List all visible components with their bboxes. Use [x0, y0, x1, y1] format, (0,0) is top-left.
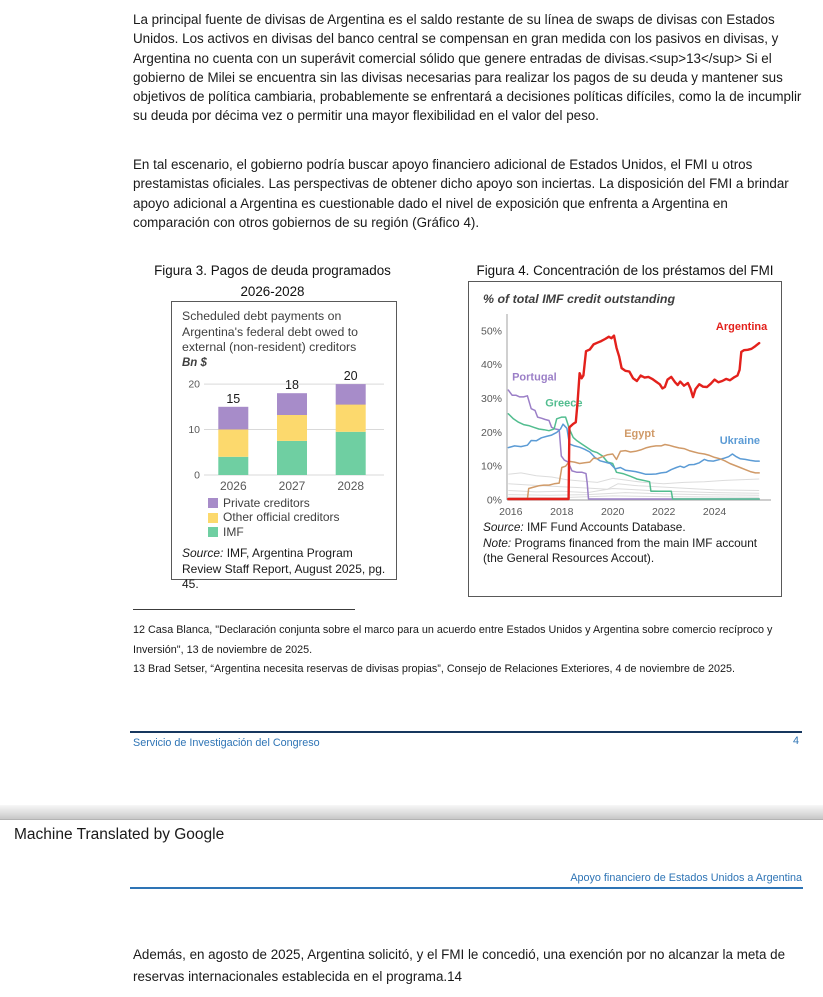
legend-swatch: [208, 513, 218, 523]
figure4-caption: Figura 4. Concentración de los préstamos del FMI: [476, 263, 774, 278]
legend-item: [208, 510, 396, 525]
page-number: 4: [792, 735, 799, 747]
paragraph-exencion: Además, en agosto de 2025, Argentina solicitó, y el FMI le concedió, una exención por no alcanzar la meta de reservas internacionales establecida en el programa.14: [133, 947, 786, 984]
figure4-note-label: Note:: [483, 535, 512, 550]
footnote-12: 12 Casa Blanca, "Declaración conjunta sobre el marco para un acuerdo entre Estados Unidos y Argentina sobre comercio recíproco y Inversión", 13 de noviembre de 2025.: [133, 624, 773, 656]
legend-item: [208, 496, 396, 511]
imf-credit-line-chart: [473, 306, 775, 520]
x-axis-tick: 2020: [601, 506, 625, 518]
figure4-inner-title: % of total IMF credit outstanding: [483, 292, 676, 306]
bar-segment: [277, 415, 307, 441]
y-axis-tick: 20%: [480, 426, 502, 439]
figure4-note-text1: Programs financed from the main IMF account: [514, 535, 758, 550]
x-axis-tick: 2026: [219, 478, 247, 493]
x-axis-tick: 2024: [702, 506, 727, 518]
x-axis-tick: 2016: [499, 506, 523, 518]
y-axis-tick: 40%: [480, 359, 502, 372]
figure3-legend: [208, 496, 396, 540]
y-axis-tick: 50%: [480, 325, 502, 338]
figure3-caption-line2: 2026-2028: [240, 284, 305, 299]
figure3-source-label: Source:: [182, 546, 224, 561]
bar-segment: [277, 393, 307, 415]
figure4-source-label: Source:: [483, 520, 524, 534]
machine-translated-label: Machine Translated by Google: [14, 826, 225, 843]
figure4-source-note: [483, 520, 771, 567]
legend-label: Other official creditors: [223, 510, 340, 525]
paragraph-escenario: En tal escenario, el gobierno podría buscar apoyo financiero adicional de Estados Unidos, el FMI u otros prestamistas oficiales. Las perspectivas de obtener dicho apoyo son inciertas. La disposición del FMI a brindar apoyo adicional a Argentina es cuestionable dado el nivel de exposición que enfrenta a Argentina en comparación con otros gobiernos de su región (Gráfico 4).: [133, 157, 789, 230]
legend-label: Private creditors: [223, 495, 310, 510]
legend-label: IMF: [223, 524, 244, 539]
footnote-13: 13 Brad Setser, “Argentina necesita reservas de divisas propias”, Consejo de Relaciones Exteriores, 4 de noviembre de 2025.: [133, 663, 735, 675]
bar-segment: [336, 432, 366, 475]
x-axis-tick: 2028: [337, 478, 365, 493]
bar-segment: [336, 384, 366, 405]
footer-rule: [130, 731, 802, 733]
figure3-source-text: IMF, Argentina Program Review Staff Report, August 2025, pg. 45.: [182, 546, 386, 592]
ukraine-label: Ukraine: [719, 434, 761, 447]
bar-segment: [336, 404, 366, 431]
page2-header-rule: [130, 887, 803, 889]
y-axis-tick: 10%: [480, 460, 502, 473]
legend-swatch: [208, 498, 218, 508]
y-axis-tick: 0: [194, 469, 200, 482]
argentina-line: [508, 336, 759, 499]
figure3-inner-title: Scheduled debt payments on Argentina's federal debt owed to external (non-resident) creditors: [182, 309, 358, 355]
debt-payments-bar-chart: [182, 369, 386, 495]
y-axis-tick: 30%: [480, 393, 502, 405]
page2-running-header: Apoyo financiero de Estados Unidos a Argentina: [570, 872, 802, 884]
bar-segment: [218, 407, 248, 430]
y-axis-tick: 20: [188, 378, 200, 391]
other-country-line: [508, 496, 759, 498]
figure4-note-line1: [483, 536, 771, 552]
greece-label: Greece: [545, 397, 583, 410]
page-separator-band: [0, 805, 823, 820]
figure4-note-line2: (the General Resources Accout).: [483, 551, 655, 565]
y-axis-tick: 10: [188, 423, 200, 436]
figure4-source-line: [483, 520, 771, 536]
x-axis-tick: 2027: [278, 478, 306, 493]
portugal-label: Portugal: [512, 371, 557, 384]
footer-organization: Servicio de Investigación del Congreso: [133, 737, 320, 749]
bar-total-label: 18: [285, 377, 299, 392]
footnote-separator: [133, 609, 355, 610]
figure4-source-text: IMF Fund Accounts Database.: [526, 520, 686, 534]
figure3-debt-payments-chart: [171, 301, 397, 592]
figure3-caption: [140, 260, 405, 302]
legend-swatch: [208, 527, 218, 537]
bar-total-label: 20: [343, 368, 358, 383]
y-axis-tick: 0%: [486, 494, 502, 507]
figure4-imf-credit-chart: [468, 281, 782, 597]
legend-item: [208, 525, 396, 540]
x-axis-tick: 2018: [550, 506, 574, 518]
figure3-source: [182, 546, 387, 593]
argentina-label: Argentina: [715, 320, 768, 333]
bar-segment: [218, 429, 248, 456]
paragraph-divisas: La principal fuente de divisas de Argentina es el saldo restante de su línea de swaps de divisas con Estados Unidos. Los activos en divisas del banco central se compensan en gran medida con los pasivos en divisas, y Argentina no cuenta con un superávit comercial sólido que genere entradas de divisas.<sup>13</sup> Si el gobierno de Milei se encuentra sin las divisas necesarias para realizar los pagos de su deuda y mantener sus objetivos de política cambiaria, probablemente se enfrentará a decisiones políticas difíciles, como la de incumplir su deuda por décima vez o permitir una mayor flexibilidad en el valor del peso.: [133, 12, 802, 124]
bar-segment: [218, 457, 248, 475]
bar-segment: [277, 441, 307, 475]
egypt-label: Egypt: [624, 428, 655, 441]
figure3-caption-line1: Figura 3. Pagos de deuda programados: [154, 263, 391, 278]
figure3-unit-label: Bn $: [182, 356, 207, 369]
bar-total-label: 15: [226, 391, 241, 406]
x-axis-tick: 2022: [652, 506, 676, 518]
